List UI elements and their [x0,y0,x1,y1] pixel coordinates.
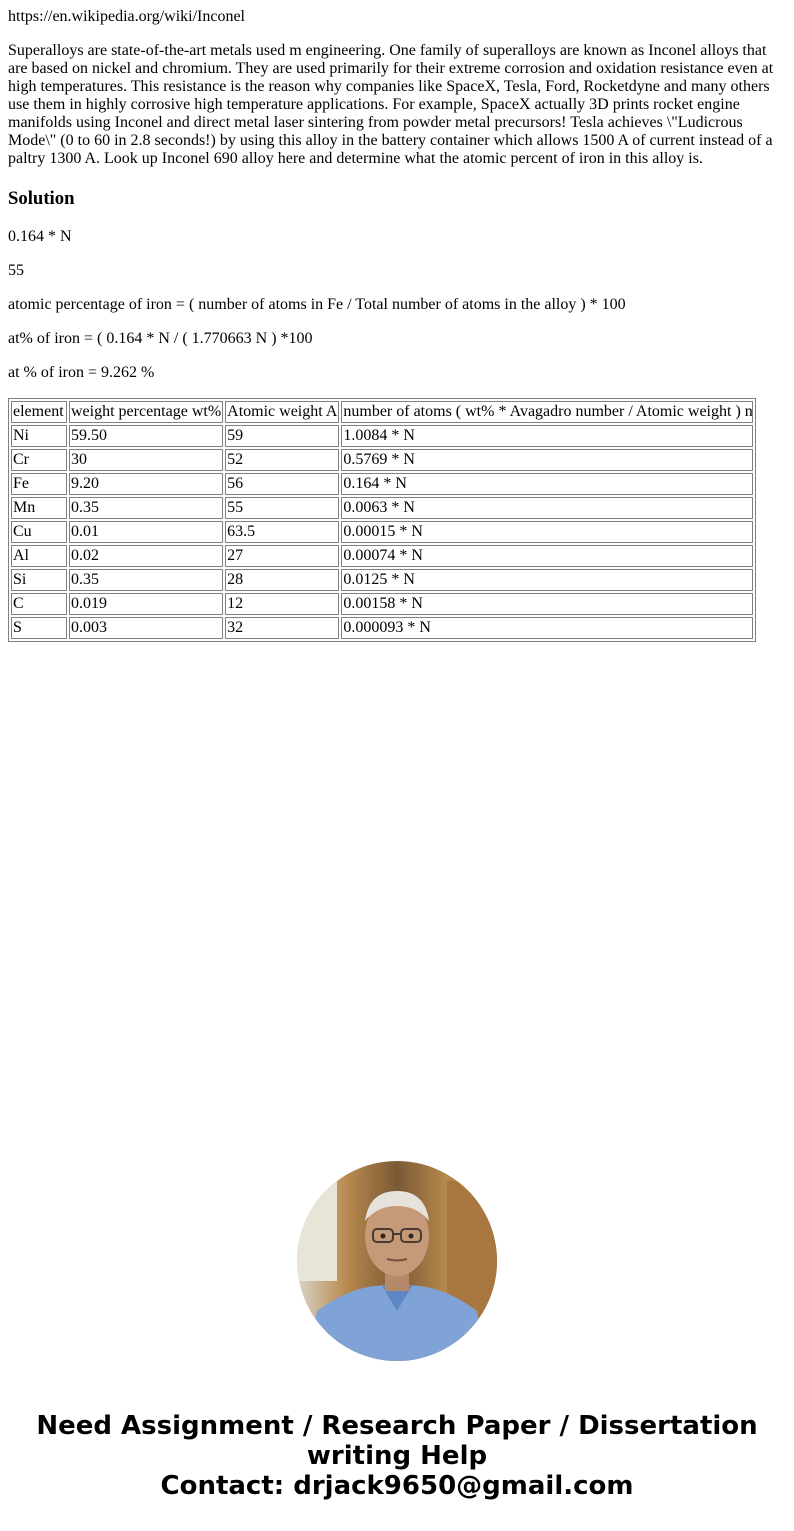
table-cell: Al [11,545,67,567]
solution-line: at% of iron = ( 0.164 * N / ( 1.770663 N ) *100 [8,330,313,347]
table-cell: Fe [11,473,67,495]
table-cell: 30 [69,449,223,471]
solution-line: 0.164 * N [8,228,72,245]
table-cell: 0.01 [69,521,223,543]
table-row [11,593,753,615]
solution-line: 55 [8,262,24,279]
table-row [11,545,753,567]
footer-line: writing Help [306,1441,488,1471]
table-row [11,425,753,447]
table-header-cell: weight percentage wt% [69,401,223,423]
table-cell: 32 [225,617,339,639]
table-row [11,473,753,495]
table-cell: 28 [225,569,339,591]
table-cell: C [11,593,67,615]
table-cell: 0.164 * N [341,473,753,495]
table-cell: 0.0063 * N [341,497,753,519]
table-cell: Cu [11,521,67,543]
table-cell: 27 [225,545,339,567]
table-cell: 59 [225,425,339,447]
table-row [11,449,753,471]
table-cell: 52 [225,449,339,471]
solution-heading: Solution [8,188,75,209]
table-cell: 12 [225,593,339,615]
solution-line: atomic percentage of iron = ( number of atoms in Fe / Total number of atoms in the alloy ) * 100 [8,296,626,313]
table-cell: Ni [11,425,67,447]
table-cell: 0.5769 * N [341,449,753,471]
table-cell: 55 [225,497,339,519]
table-cell: 1.0084 * N [341,425,753,447]
table-header-cell: element [11,401,67,423]
footer-line: Need Assignment / Research Paper / Dissertation [36,1411,758,1441]
table-cell: 0.0125 * N [341,569,753,591]
avatar-portrait-image [297,1161,497,1361]
table-header-cell: Atomic weight A [225,401,339,423]
table-row [11,497,753,519]
composition-table [8,398,756,642]
table-cell: 0.00015 * N [341,521,753,543]
table-cell: 0.019 [69,593,223,615]
table-row [11,521,753,543]
table-row [11,617,753,639]
footer-contact-email: Contact: drjack9650@gmail.com [160,1471,634,1501]
page-content [0,8,794,642]
table-cell: 63.5 [225,521,339,543]
table-cell: 0.003 [69,617,223,639]
table-cell: 0.000093 * N [341,617,753,639]
table-cell: Mn [11,497,67,519]
table-cell: 0.00158 * N [341,593,753,615]
table-header-cell: number of atoms ( wt% * Avagadro number / Atomic weight ) n [341,401,753,423]
table-cell: 56 [225,473,339,495]
table-cell: S [11,617,67,639]
table-cell: 9.20 [69,473,223,495]
table-cell: 0.35 [69,497,223,519]
footer-contact [0,1411,794,1501]
table-cell: Si [11,569,67,591]
question-text: Superalloys are state-of-the-art metals used m engineering. One family of superalloys are known as Inconel alloys that are based on nickel and chromium. They are used primarily for their extreme corrosion and oxidation resistance even at high temperatures. This resistance is the reason why companies like SpaceX, Tesla, Ford, Rocketdyne and many others use them in highly corrosive high temperature applications. For example, SpaceX actually 3D prints rocket engine manifolds using Inconel and direct metal laser sintering from powder metal precursors! Tesla achieves \"Ludicrous Mode\" (0 to 60 in 2.8 seconds!) by using this alloy in the battery container which allows 1500 A of current instead of a paltry 1300 A. Look up Inconel 690 alloy here and determine what the atomic percent of iron in this alloy is. [8,42,774,167]
table-cell: 0.00074 * N [341,545,753,567]
table-cell: Cr [11,449,67,471]
avatar [297,1161,497,1361]
table-cell: 0.35 [69,569,223,591]
table-cell: 59.50 [69,425,223,447]
table-header-row [11,401,753,423]
source-url[interactable]: https://en.wikipedia.org/wiki/Inconel [8,8,245,25]
solution-line: at % of iron = 9.262 % [8,364,155,381]
table-row [11,569,753,591]
table-cell: 0.02 [69,545,223,567]
